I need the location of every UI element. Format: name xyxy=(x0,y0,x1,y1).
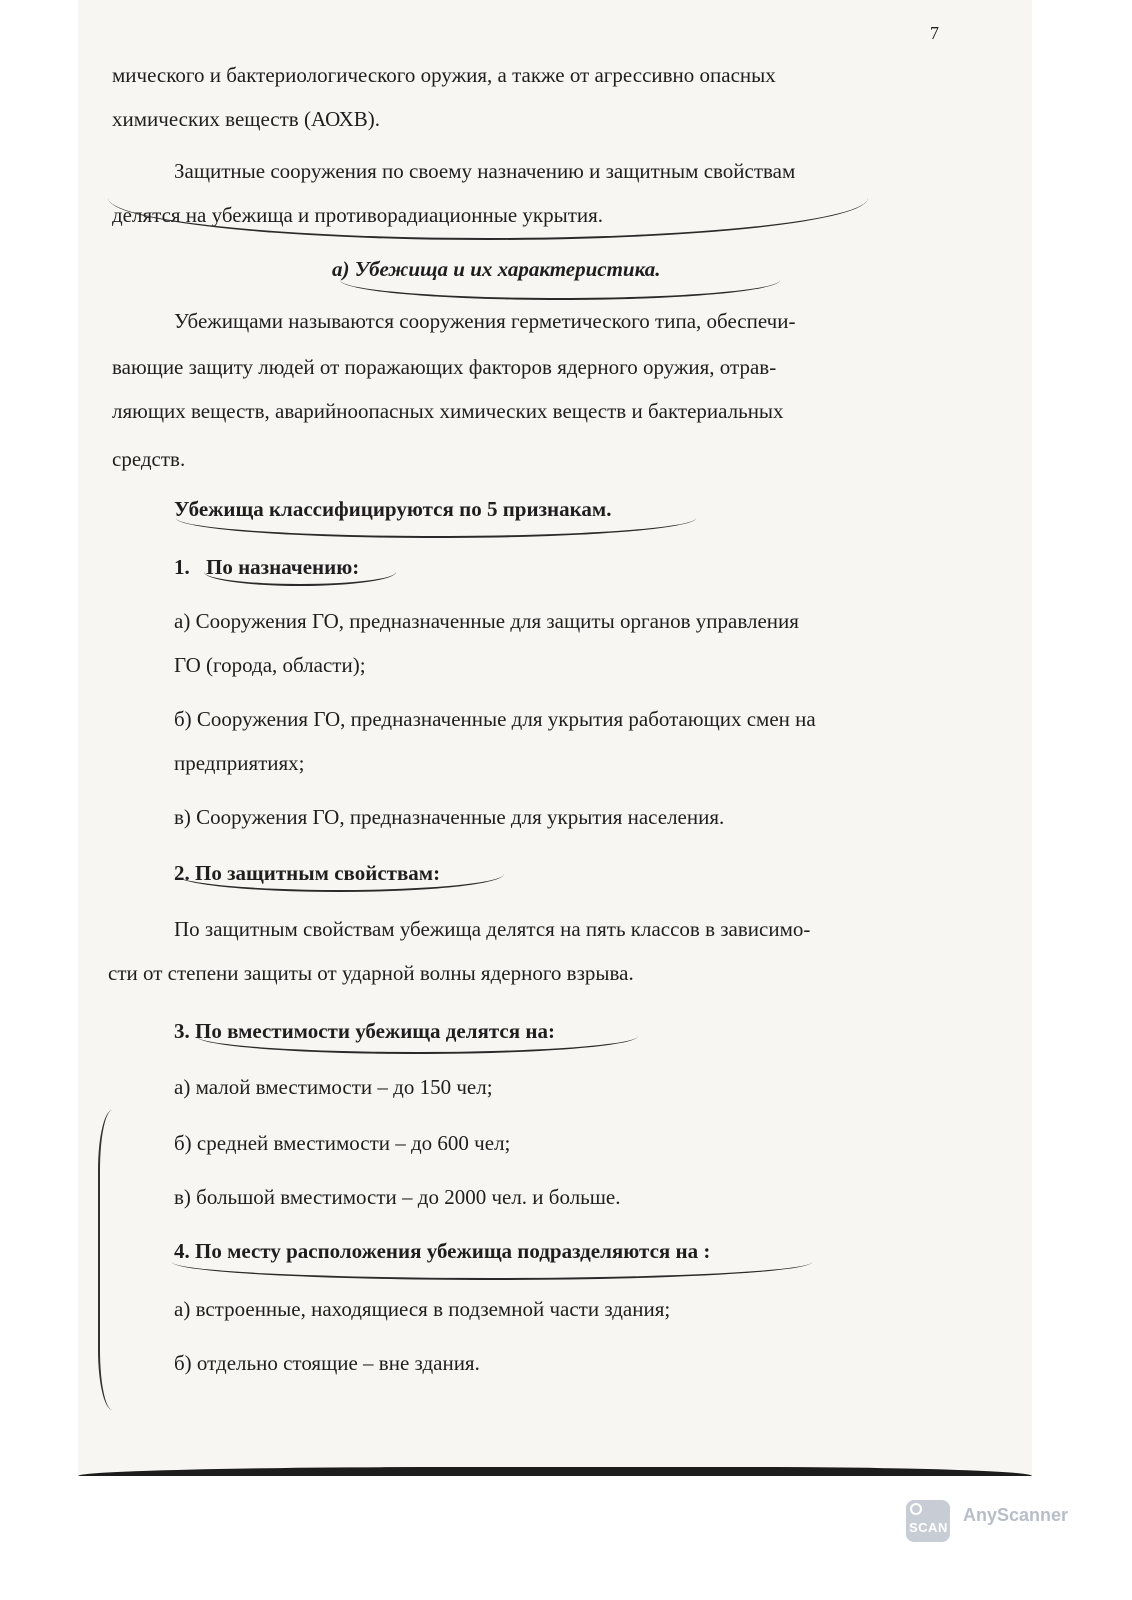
scanned-page xyxy=(78,0,1032,1476)
list-item: б) средней вместимости – до 600 чел; xyxy=(174,1131,511,1155)
list-item: б) Сооружения ГО, предназначенные для укрытия работающих смен на xyxy=(174,707,816,731)
classification-heading: Убежища классифицируются по 5 признакам. xyxy=(174,497,612,521)
scanner-logo-icon xyxy=(906,1500,950,1542)
list-item: а) Сооружения ГО, предназначенные для защиты органов управления xyxy=(174,609,799,633)
text-line: По защитным свойствам убежища делятся на пять классов в зависимо- xyxy=(174,917,811,941)
section-heading: а) Убежища и их характеристика. xyxy=(332,257,661,281)
pen-underline xyxy=(108,198,868,240)
list-item: б) отдельно стоящие – вне здания. xyxy=(174,1351,480,1375)
list-item: а) встроенные, находящиеся в подземной части здания; xyxy=(174,1297,671,1321)
list-item: в) Сооружения ГО, предназначенные для укрытия населения. xyxy=(174,805,725,829)
pen-underline xyxy=(340,280,780,300)
subsection-heading: 4. По месту расположения убежища подразделяются на : xyxy=(174,1239,711,1263)
page-edge-shadow xyxy=(78,1467,1032,1476)
page-number: 7 xyxy=(930,23,939,43)
text-line: мического и бактериологического оружия, а также от агрессивно опасных xyxy=(112,63,776,87)
pen-underline xyxy=(174,874,504,892)
pen-underline xyxy=(176,518,696,538)
text-line: вающие защиту людей от поражающих факторов ядерного оружия, отрав- xyxy=(112,355,777,379)
list-item: а) малой вместимости – до 150 чел; xyxy=(174,1075,493,1099)
text-line: Убежищами называются сооружения герметического типа, обеспечи- xyxy=(174,309,796,333)
scan-logo-label: SCAN xyxy=(909,1520,948,1535)
text-line: сти от степени защиты от ударной волны ядерного взрыва. xyxy=(108,961,634,985)
text-line: средств. xyxy=(112,447,186,471)
list-number: 1. xyxy=(174,555,190,579)
subsection-heading: По назначению: xyxy=(206,555,360,579)
text-line: Защитные сооружения по своему назначению и защитным свойствам xyxy=(174,159,796,183)
list-item: предприятиях; xyxy=(174,751,305,775)
pen-underline xyxy=(196,1036,638,1054)
pen-underline xyxy=(172,1262,812,1280)
list-item: ГО (города, области); xyxy=(174,653,366,677)
subsection-heading: 2. По защитным свойствам: xyxy=(174,861,441,885)
text-line: химических веществ (АОХВ). xyxy=(112,107,381,131)
pen-underline xyxy=(204,572,396,586)
list-item: в) большой вместимости – до 2000 чел. и больше. xyxy=(174,1185,621,1209)
pen-margin-bracket xyxy=(98,1110,122,1410)
text-line: делятся на убежища и противорадиационные укрытия. xyxy=(112,203,604,227)
subsection-heading: 3. По вместимости убежища делятся на: xyxy=(174,1019,555,1043)
scanner-brand: AnyScanner xyxy=(963,1505,1069,1525)
camera-icon xyxy=(910,1503,922,1515)
text-line: ляющих веществ, аварийноопасных химических веществ и бактериальных xyxy=(112,399,784,423)
